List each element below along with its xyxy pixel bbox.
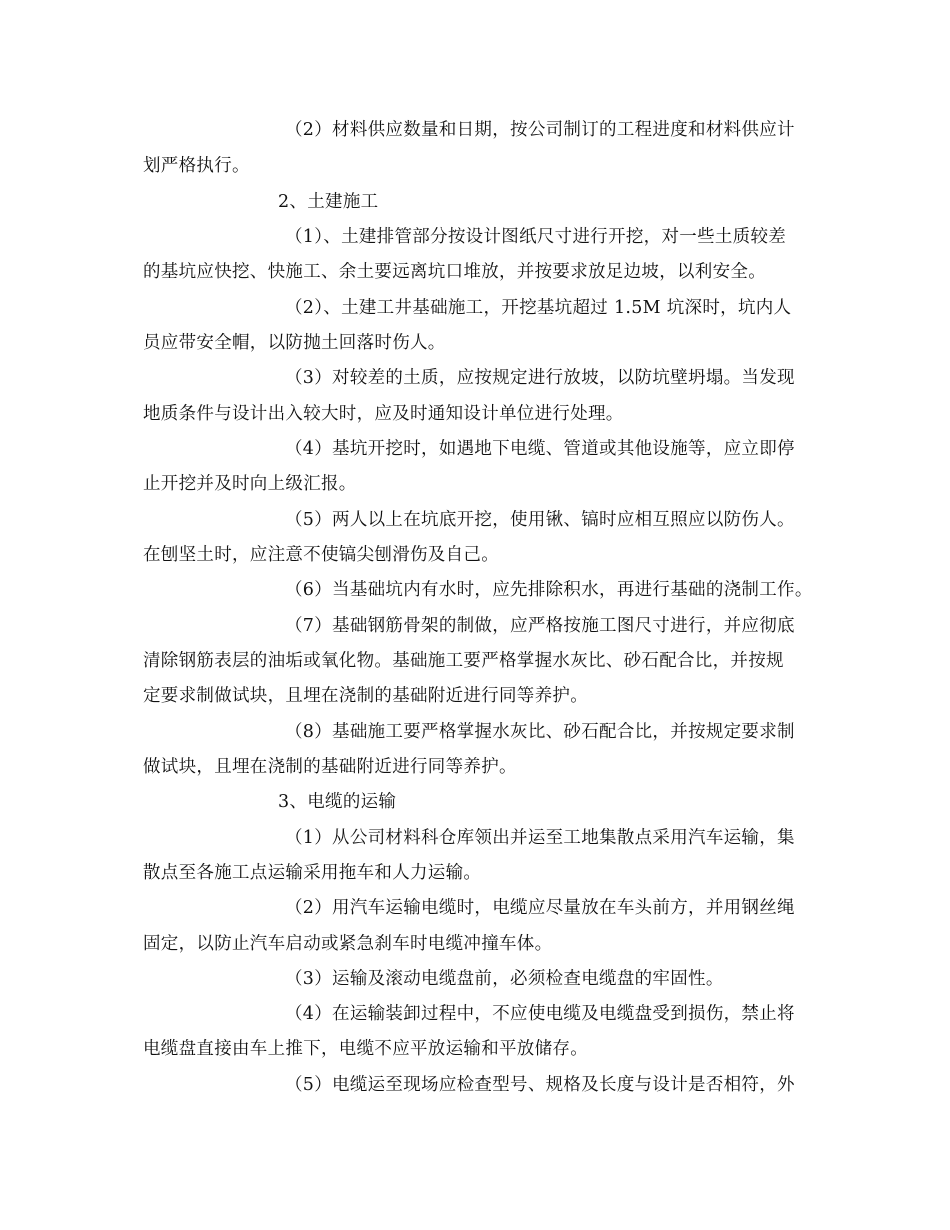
paragraph-line: 清除钢筋表层的油垢或氧化物。基础施工要严格掌握水灰比、砂石配合比，并按规 — [143, 651, 784, 671]
paragraph-line: （3）对较差的土质，应按规定进行放坡，以防坑壁坍塌。当发现 — [285, 368, 795, 388]
paragraph-line: （1）、土建排管部分按设计图纸尺寸进行开挖，对一些土质较差 — [285, 227, 787, 247]
paragraph-line: （5）电缆运至现场应检查型号、规格及长度与设计是否相符，外 — [285, 1075, 795, 1095]
paragraph-line: （3）运输及滚动电缆盘前，必须检查电缆盘的牢固性。 — [285, 969, 724, 989]
paragraph-line: 固定，以防止汽车启动或紧急刹车时电缆冲撞车体。 — [143, 934, 553, 954]
paragraph-line: 止开挖并及时向上级汇报。 — [143, 474, 357, 494]
paragraph-line: 在刨坚土时，应注意不使镐尖刨滑伤及自己。 — [143, 545, 499, 565]
paragraph-line: 定要求制做试块，且埋在浇制的基础附近进行同等养护。 — [143, 686, 588, 706]
paragraph-line: 员应带安全帽，以防抛土回落时伤人。 — [143, 333, 446, 353]
paragraph-line: 散点至各施工点运输采用拖车和人力运输。 — [143, 863, 482, 883]
paragraph-line: （4）在运输装卸过程中，不应使电缆及电缆盘受到损伤，禁止将 — [285, 1004, 795, 1024]
paragraph-line: （2）、土建工井基础施工，开挖基坑超过 1.5M 坑深时，坑内人 — [285, 298, 792, 318]
paragraph-line: （8）基础施工要严格掌握水灰比、砂石配合比，并按规定要求制 — [285, 722, 795, 742]
section-heading: 3、电缆的运输 — [278, 792, 397, 812]
paragraph-line: （5）两人以上在坑底开挖，使用锹、镐时应相互照应以防伤人。 — [285, 510, 795, 530]
paragraph-line: （1）从公司材料科仓库领出并运至工地集散点采用汽车运输，集 — [285, 828, 795, 848]
paragraph-line: 地质条件与设计出入较大时，应及时通知设计单位进行处理。 — [143, 404, 624, 424]
paragraph-line: 做试块，且埋在浇制的基础附近进行同等养护。 — [143, 757, 517, 777]
paragraph-line: （2）用汽车运输电缆时，电缆应尽量放在车头前方，并用钢丝绳 — [285, 898, 795, 918]
paragraph-line: （4）基坑开挖时，如遇地下电缆、管道或其他设施等，应立即停 — [285, 439, 795, 459]
paragraph-line: 划严格执行。 — [143, 156, 250, 176]
section-heading: 2、土建施工 — [278, 192, 379, 212]
paragraph-line: （7）基础钢筋骨架的制做，应严格按施工图尺寸进行，并应彻底 — [285, 616, 795, 636]
paragraph-line: （2）材料供应数量和日期，按公司制订的工程进度和材料供应计 — [285, 120, 795, 140]
paragraph-line: 的基坑应快挖、快施工、余土要远离坑口堆放，并按要求放足边坡，以利安全。 — [143, 262, 766, 282]
paragraph-line: 电缆盘直接由车上推下，电缆不应平放运输和平放储存。 — [143, 1039, 588, 1059]
paragraph-line: （6）当基础坑内有水时，应先排除积水，再进行基础的浇制工作。 — [285, 580, 813, 600]
